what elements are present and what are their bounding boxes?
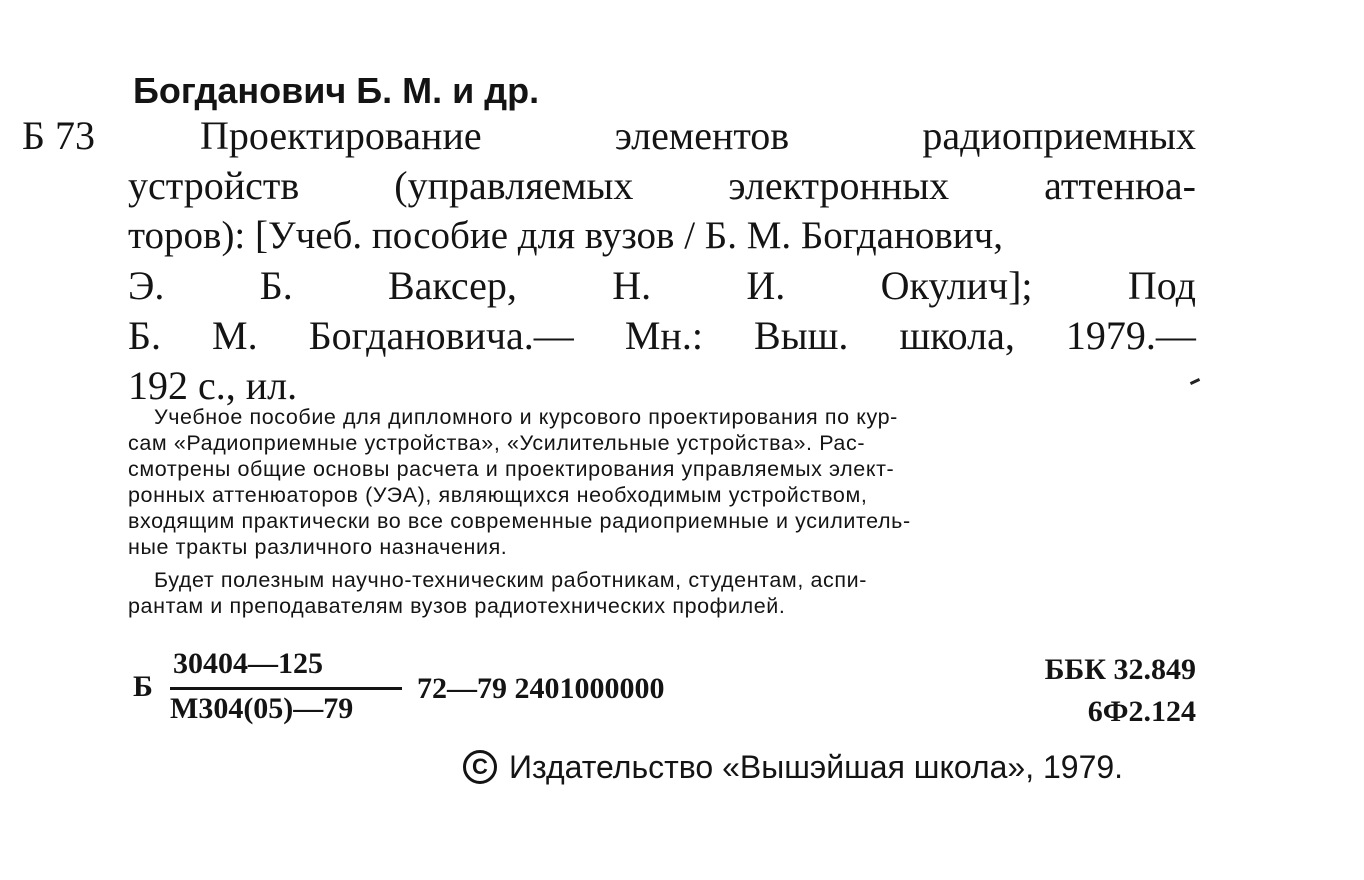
abstract-line: ные тракты различного назначения.	[128, 535, 508, 559]
description-line	[200, 111, 1196, 161]
abstract-line: Будет полезным научно-техническим работникам, студентам, аспи-	[154, 568, 867, 592]
description-word: Б.	[128, 313, 161, 358]
bibliographic-suffix: 72—79 2401000000	[417, 672, 665, 705]
fraction-denominator: М304(05)—79	[170, 692, 354, 725]
abstract-line: ронных аттенюаторов (УЭА), являющихся необходимым устройством,	[128, 483, 868, 507]
description-word: Б.	[259, 263, 293, 308]
classification-code: Б 73	[22, 113, 95, 158]
description-word: радиоприемных	[922, 113, 1196, 158]
bbk-index: ББК 32.849	[1044, 653, 1196, 686]
description-word: 1979.—	[1065, 313, 1196, 358]
description-word: Окулич];	[880, 263, 1033, 308]
description-word: Выш.	[754, 313, 849, 358]
copyright-icon: C	[463, 750, 497, 784]
description-word: Н.	[612, 263, 652, 308]
bibliographic-letter: Б	[133, 670, 153, 703]
description-word: Ваксер,	[388, 263, 517, 308]
description-line: торов): [Учеб. пособие для вузов / Б. М. Богданович,	[128, 214, 1004, 257]
description-word: Мн.:	[624, 313, 703, 358]
abstract-line: Учебное пособие для дипломного и курсового проектирования по кур-	[154, 405, 898, 429]
copyright-text: Издательство «Вышэйшая школа», 1979.	[509, 748, 1124, 785]
description-word: М.	[212, 313, 258, 358]
description-line	[128, 161, 1196, 211]
description-word: электронных	[728, 163, 950, 208]
description-line	[128, 261, 1196, 311]
description-line: 192 с., ил.	[128, 363, 298, 408]
description-word: аттенюа-	[1044, 163, 1196, 208]
abstract-line: рантам и преподавателям вузов радиотехнических профилей.	[128, 594, 786, 618]
description-word: устройств	[128, 163, 300, 208]
description-line	[128, 311, 1196, 361]
print-speck	[1190, 378, 1200, 385]
abstract-line: сам «Радиоприемные устройства», «Усилительные устройства». Рас-	[128, 431, 866, 455]
copyright-line	[463, 744, 1123, 790]
description-word: школа,	[899, 313, 1015, 358]
description-word: И.	[746, 263, 786, 308]
description-word: (управляемых	[394, 163, 634, 208]
author-heading: Богданович Б. М. и др.	[133, 70, 540, 111]
description-word: Проектирование	[200, 113, 482, 158]
description-word: Под	[1127, 263, 1196, 308]
description-word: Э.	[128, 263, 165, 308]
fraction-numerator: 30404—125	[173, 647, 323, 680]
description-word: Богдановича.—	[308, 313, 574, 358]
abstract-line: входящим практически во все современные радиоприемные и усилитель-	[128, 509, 911, 533]
abstract-line: смотрены общие основы расчета и проектирования управляемых элект-	[128, 457, 895, 481]
udk-index: 6Ф2.124	[1087, 695, 1196, 728]
description-word: элементов	[614, 113, 790, 158]
